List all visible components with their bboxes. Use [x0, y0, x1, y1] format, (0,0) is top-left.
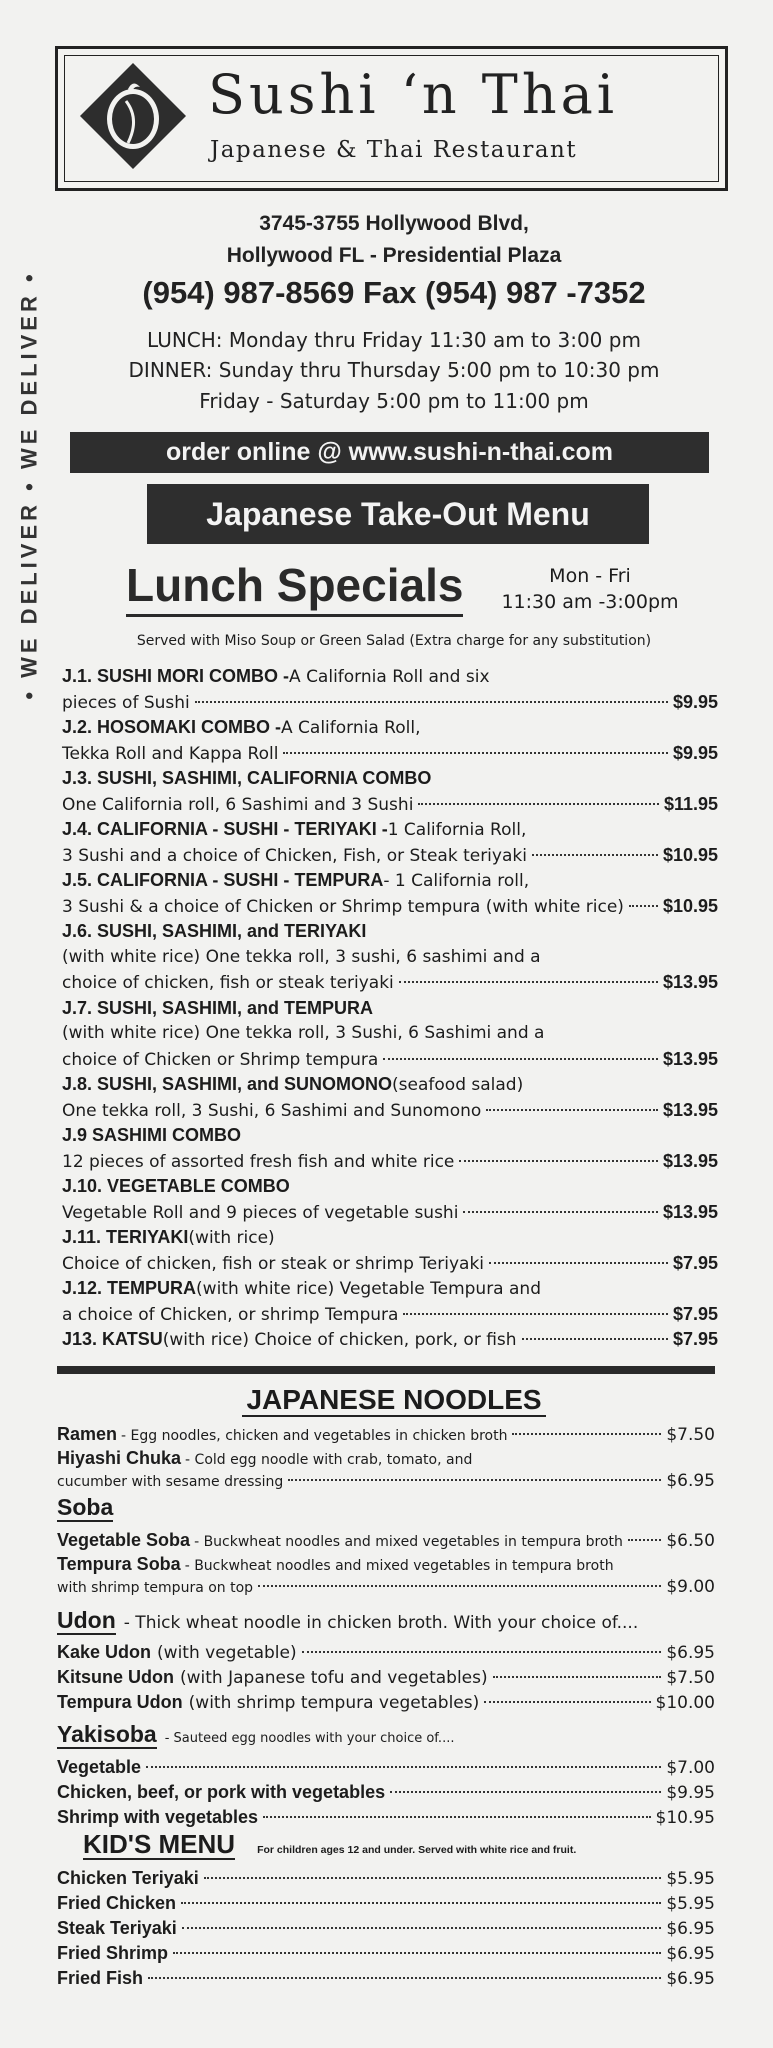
item-price: $10.95 [662, 895, 718, 916]
soba-heading [57, 1494, 715, 1528]
item-name: Vegetable [57, 1757, 142, 1777]
hours-dinner: DINNER: Sunday thru Thursday 5:00 pm to 10:30 pm [128, 358, 660, 382]
yakisoba-title: Yakisoba [57, 1721, 157, 1747]
dot-leader [383, 1058, 658, 1060]
lunch-time: 11:30 am -3:00pm [501, 591, 679, 613]
list-item [57, 1891, 715, 1916]
section-divider [57, 1366, 715, 1374]
item-name: Hiyashi Chuka [57, 1448, 182, 1468]
noodles-list [57, 1422, 715, 1991]
item-desc: with shrimp tempura on top [57, 1580, 254, 1596]
list-item [57, 1780, 715, 1805]
dot-leader [459, 1160, 658, 1162]
takeout-menu-banner: Japanese Take-Out Menu [147, 484, 649, 544]
list-item [62, 1047, 718, 1073]
dot-leader [403, 1313, 668, 1315]
lunch-days: Mon - Fri [549, 565, 631, 587]
dot-leader [628, 1539, 661, 1541]
item-name: Tempura Udon [57, 1692, 183, 1712]
list-item [62, 1302, 718, 1328]
item-desc: - Cold egg noodle with crab, tomato, and [185, 1452, 473, 1468]
list-item [62, 1327, 718, 1353]
item-name: Shrimp with vegetables [57, 1807, 259, 1827]
kids-menu-title: KID'S MENU [83, 1829, 236, 1859]
udon-heading [57, 1606, 715, 1640]
item-price: $7.95 [672, 1252, 718, 1273]
list-item [62, 970, 718, 996]
list-item [57, 1640, 715, 1665]
item-price: $7.95 [672, 1329, 718, 1349]
list-item [62, 996, 718, 1022]
item-name: Vegetable Soba [57, 1530, 191, 1550]
dot-leader [390, 1791, 661, 1793]
dot-leader [484, 1701, 650, 1703]
item-name: Ramen [57, 1424, 118, 1444]
list-item [57, 1690, 715, 1715]
list-item [62, 715, 718, 741]
list-item [57, 1528, 715, 1553]
item-desc: choice of chicken, fish or steak teriyaki [62, 973, 394, 993]
item-price: $11.95 [663, 793, 718, 814]
lunch-items-list [62, 664, 718, 1353]
dot-leader [512, 1433, 661, 1435]
soba-title: Soba [57, 1494, 114, 1520]
dot-leader [146, 1766, 661, 1768]
kids-list [57, 1866, 715, 1991]
item-price: $13.95 [662, 1048, 718, 1069]
header-logo-box [55, 46, 728, 191]
list-item [57, 1575, 715, 1600]
noodles-title-text: JAPANESE NOODLES [242, 1384, 545, 1417]
item-name: Fried Fish [57, 1968, 144, 1988]
item-desc: (with shrimp tempura vegetables) [188, 1693, 480, 1713]
kids-menu-heading [57, 1830, 715, 1866]
item-price: $7.00 [666, 1758, 715, 1778]
dot-leader [302, 1651, 662, 1653]
lunch-note: Served with Miso Soup or Green Salad (Extra charge for any substitution) [136, 633, 652, 649]
list-item [62, 792, 718, 818]
item-name: J13. KATSU [62, 1329, 163, 1349]
item-desc: (with rice) Choice of chicken, pork, or fish [162, 1330, 517, 1350]
item-price: $7.95 [672, 1303, 718, 1324]
item-price: $10.95 [662, 844, 718, 865]
item-name: J.6. SUSHI, SASHIMI, and TERIYAKI [62, 921, 367, 941]
udon-list [57, 1640, 715, 1715]
list-item [57, 1422, 715, 1447]
item-desc: 3 Sushi & a choice of Chicken or Shrimp tempura (with white rice) [62, 896, 624, 917]
item-price: $10.00 [655, 1693, 715, 1713]
item-desc: (with white rice) One tekka roll, 3 Sushi, 6 Sashimi and a [62, 1023, 545, 1043]
item-desc: A California Roll, [281, 718, 421, 738]
item-price: $5.95 [666, 1894, 715, 1914]
item-name: Fried Shrimp [57, 1943, 169, 1963]
item-desc: choice of Chicken or Shrimp tempura [62, 1049, 379, 1070]
item-desc: 3 Sushi and a choice of Chicken, Fish, or Steak teriyaki [62, 845, 527, 866]
item-name: J.12. TEMPURA [62, 1278, 197, 1298]
item-name: J.10. VEGETABLE COMBO [62, 1176, 290, 1196]
item-price: $13.95 [662, 1201, 718, 1222]
item-price: $6.95 [666, 1944, 715, 1964]
item-name: Steak Teriyaki [57, 1918, 177, 1938]
dot-leader [489, 1262, 668, 1264]
list-item [57, 1966, 715, 1991]
item-desc: (with rice) [188, 1228, 275, 1248]
list-item [62, 868, 718, 894]
list-item [62, 1276, 718, 1302]
item-name: Chicken, beef, or pork with vegetables [57, 1782, 386, 1802]
item-name: J.9 SASHIMI COMBO [62, 1125, 242, 1145]
item-desc: - Buckwheat noodles and mixed vegetables in tempura broth [194, 1534, 623, 1550]
item-desc: pieces of Sushi [62, 692, 190, 713]
list-item [62, 741, 718, 767]
dot-leader [173, 1952, 661, 1954]
udon-title: Udon [57, 1607, 116, 1633]
item-name: J.11. TERIYAKI [62, 1227, 189, 1247]
list-item [57, 1469, 715, 1494]
item-name: J.4. CALIFORNIA - SUSHI - TERIYAKI - [62, 819, 388, 839]
item-price: $9.95 [666, 1783, 715, 1803]
item-name: Kitsune Udon [57, 1667, 174, 1687]
item-desc: 12 pieces of assorted fresh fish and white rice [62, 1151, 455, 1172]
dot-leader [263, 1816, 650, 1818]
list-item [57, 1755, 715, 1780]
item-name: Kake Udon [57, 1642, 152, 1662]
list-item [62, 945, 718, 971]
item-price: $13.95 [662, 972, 718, 992]
list-item [57, 1553, 715, 1575]
list-item [62, 690, 718, 716]
phone-fax-line: (954) 987-8569 Fax (954) 987 -7352 [142, 275, 646, 310]
list-item [62, 1200, 718, 1226]
item-price: $6.95 [666, 1471, 715, 1491]
dot-leader [258, 1585, 661, 1587]
item-name: Fried Chicken [57, 1893, 177, 1913]
item-desc: (seafood salad) [392, 1075, 524, 1095]
item-name: J.8. SUSHI, SASHIMI, and SUNOMONO [62, 1074, 393, 1094]
item-price: $13.95 [662, 1099, 718, 1120]
dot-leader [181, 1902, 661, 1904]
list-item [62, 1072, 718, 1098]
order-online-banner[interactable]: order online @ www.sushi-n-thai.com [70, 432, 709, 473]
list-item [62, 1021, 718, 1047]
list-item [62, 1225, 718, 1251]
dot-leader [399, 981, 658, 983]
dot-leader [418, 803, 659, 805]
list-item [62, 1174, 718, 1200]
item-name: J.2. HOSOMAKI COMBO - [62, 717, 282, 737]
dot-leader [288, 1479, 661, 1481]
list-item [62, 766, 718, 792]
item-price: $9.95 [672, 742, 718, 763]
dot-leader [182, 1927, 662, 1929]
dot-leader [493, 1676, 662, 1678]
lunch-specials-schedule [490, 563, 690, 615]
list-item [62, 817, 718, 843]
list-item [57, 1866, 715, 1891]
list-item [62, 919, 718, 945]
dot-leader [195, 701, 668, 703]
item-price: $6.95 [666, 1969, 715, 1989]
lunch-specials-title: Lunch Specials [126, 556, 463, 617]
we-deliver-side-text [8, 265, 52, 705]
item-price: $7.50 [666, 1668, 715, 1688]
udon-desc: - Thick wheat noodle in chicken broth. With your choice of.... [123, 1613, 639, 1633]
list-item [62, 894, 718, 920]
item-name: Tempura Soba [57, 1554, 181, 1574]
item-desc: One tekka roll, 3 Sushi, 6 Sashimi and Sunomono [62, 1100, 482, 1121]
list-item [62, 1123, 718, 1149]
item-price: $13.95 [662, 1150, 718, 1171]
hours-weekend: Friday - Saturday 5:00 pm to 11:00 pm [199, 389, 589, 413]
item-price: $6.95 [666, 1643, 715, 1663]
dot-leader [522, 1338, 668, 1340]
dot-leader [148, 1977, 661, 1979]
list-item [62, 843, 718, 869]
item-desc: 1 California Roll, [387, 820, 527, 840]
item-price: $10.95 [655, 1808, 715, 1828]
item-price: $9.00 [666, 1577, 715, 1597]
list-item [62, 1149, 718, 1175]
list-item [57, 1941, 715, 1966]
list-item [57, 1665, 715, 1690]
brand-name: Sushi ‘n Thai [208, 63, 619, 126]
item-name: J.5. CALIFORNIA - SUSHI - TEMPURA [62, 870, 384, 890]
dot-leader [283, 752, 668, 754]
yakisoba-list [57, 1755, 715, 1830]
item-price: $6.50 [666, 1531, 715, 1551]
item-desc: cucumber with sesame dressing [57, 1474, 284, 1490]
item-desc: - Egg noodles, chicken and vegetables in chicken broth [121, 1428, 508, 1444]
item-desc: Vegetable Roll and 9 pieces of vegetable sushi [62, 1202, 459, 1223]
list-item [62, 1098, 718, 1124]
list-item [62, 664, 718, 690]
item-name: J.1. SUSHI MORI COMBO - [62, 666, 290, 686]
item-price: $9.95 [672, 691, 718, 712]
item-name: Chicken Teriyaki [57, 1868, 199, 1888]
dot-leader [204, 1877, 662, 1879]
item-desc: A California Roll and six [289, 667, 490, 687]
item-desc: - Buckwheat noodles and mixed vegetables in tempura broth [184, 1558, 614, 1574]
list-item [57, 1916, 715, 1941]
item-desc: - 1 California roll, [383, 871, 530, 891]
item-name: J.7. SUSHI, SASHIMI, and TEMPURA [62, 997, 374, 1018]
item-desc: (with vegetable) [157, 1643, 297, 1663]
item-price: $7.50 [666, 1425, 715, 1445]
dot-leader [532, 854, 658, 856]
yakisoba-desc: - Sauteed egg noodles with your choice of.... [164, 1731, 455, 1746]
dot-leader [629, 905, 658, 907]
dot-leader [463, 1211, 658, 1213]
address-line-2: Hollywood FL - Presidential Plaza [226, 244, 562, 267]
address-line-1: 3745-3755 Hollywood Blvd, [259, 212, 529, 235]
list-item [57, 1805, 715, 1830]
dot-leader [486, 1109, 658, 1111]
list-item [62, 1251, 718, 1277]
item-desc: Tekka Roll and Kappa Roll [62, 743, 279, 764]
item-desc: One California roll, 6 Sashimi and 3 Sushi [62, 794, 414, 815]
item-desc: (with white rice) One tekka roll, 3 sushi, 6 sashimi and a [62, 946, 541, 967]
list-item [57, 1447, 715, 1469]
restaurant-logo-icon [78, 61, 188, 171]
we-deliver-label: • WE DELIVER • WE DELIVER • [17, 270, 43, 700]
item-desc: (with Japanese tofu and vegetables) [180, 1668, 488, 1688]
item-desc: a choice of Chicken, or shrimp Tempura [62, 1304, 399, 1325]
hours-lunch: LUNCH: Monday thru Friday 11:30 am to 3:00 pm [147, 328, 641, 352]
item-desc: (with white rice) Vegetable Tempura and [196, 1279, 541, 1299]
brand-subtitle: Japanese & Thai Restaurant [210, 137, 578, 163]
item-price: $6.95 [666, 1919, 715, 1939]
item-name: J.3. SUSHI, SASHIMI, CALIFORNIA COMBO [62, 768, 432, 788]
kids-menu-note: For children ages 12 and under. Served with white rice and fruit. [257, 1844, 577, 1856]
item-desc: Choice of chicken, fish or steak or shrimp Teriyaki [62, 1253, 485, 1274]
noodles-title [60, 1384, 728, 1416]
item-price: $5.95 [666, 1869, 715, 1889]
yakisoba-heading [57, 1721, 715, 1755]
